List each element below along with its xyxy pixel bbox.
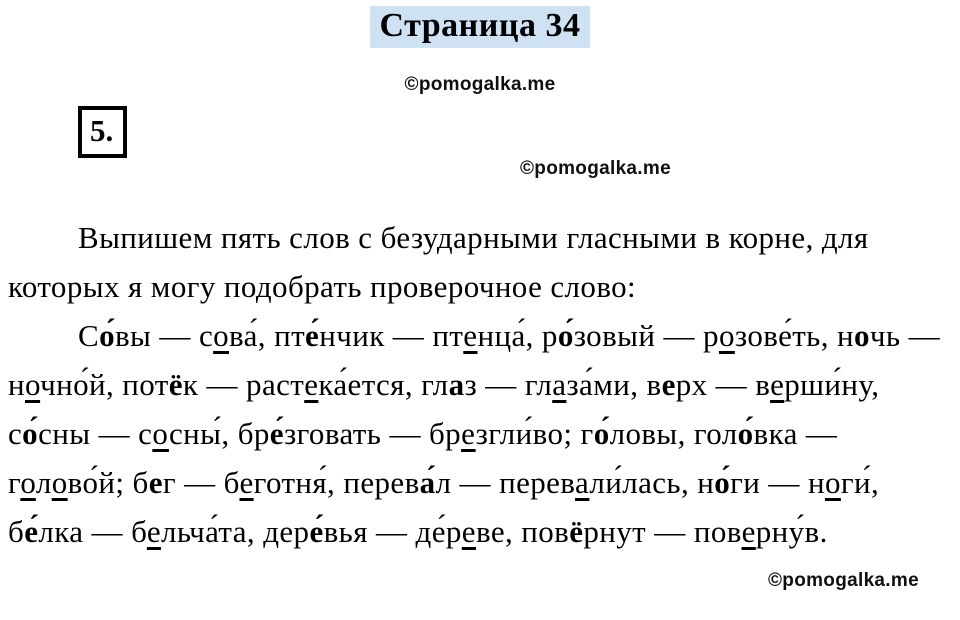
text-segment: чь — н [8, 318, 941, 402]
text-segment: готня́, перев [253, 465, 420, 500]
title-row [0, 6, 960, 48]
text-segment: сны — с [38, 416, 153, 451]
text-segment: во́й; б [67, 465, 149, 500]
stressed-letter: о́ [737, 416, 754, 451]
answer-paragraph [8, 311, 954, 556]
stressed-letter: ё [569, 514, 584, 549]
intro-paragraph: Выпишем пять слов с безударными гласными в корне, для которых я могу подобрать проверочное слово: [8, 220, 869, 304]
page-title: Страница 34 [370, 6, 591, 48]
text-segment: нца́, р [477, 318, 558, 353]
stressed-letter: о́ [593, 416, 610, 451]
stressed-letter: е́ [305, 318, 320, 353]
text-segment: ка́ется, гл [318, 367, 449, 402]
text-segment: л [35, 465, 52, 500]
text-segment: л — перев [435, 465, 575, 500]
text-segment: чно́й, пот [40, 367, 169, 402]
text-segment: ли́лась, н [589, 465, 715, 500]
answer-content [8, 213, 954, 556]
text-segment: рши́ну, с [8, 367, 880, 451]
text-segment: ги — н [730, 465, 825, 500]
text-segment: лка — б [38, 514, 147, 549]
watermark-bottom: ©pomogalka.me [768, 570, 919, 591]
stressed-letter: е́ [309, 514, 324, 549]
unstressed-vowel: о [25, 367, 41, 402]
watermark-top: ©pomogalka.me [404, 74, 556, 95]
text-segment: зговать — бр [283, 416, 462, 451]
unstressed-vowel: е [741, 514, 756, 549]
unstressed-vowel: о [152, 416, 170, 451]
text-segment: вы — с [114, 318, 214, 353]
text-segment: г — б [162, 465, 240, 500]
unstressed-vowel: е [461, 416, 476, 451]
stressed-letter: о́ [557, 318, 574, 353]
unstressed-vowel: о [51, 465, 68, 500]
stressed-letter: е́ [24, 514, 39, 549]
text-segment: к — раст [182, 367, 305, 402]
text-segment: ловы, гол [609, 416, 738, 451]
text-segment: льча́та, дер [161, 514, 310, 549]
stressed-letter: о́ [99, 318, 115, 353]
stressed-letter: а́ [419, 465, 436, 500]
stressed-letter: о́ [714, 465, 731, 500]
unstressed-vowel: о [718, 318, 735, 353]
text-segment: за́ми, в [566, 367, 662, 402]
stressed-letter: е [148, 465, 163, 500]
stressed-letter: о [854, 318, 870, 353]
task-number-box: 5. [78, 106, 127, 158]
text-segment: ве, пов [475, 514, 570, 549]
unstressed-vowel: а [552, 367, 567, 402]
text-segment: ги́, б [8, 465, 880, 549]
text-segment: зовый — р [573, 318, 719, 353]
unstressed-vowel: а [574, 465, 590, 500]
text-segment: рх — в [675, 367, 771, 402]
unstressed-vowel: е [461, 514, 476, 549]
unstressed-vowel: о [213, 318, 230, 353]
watermark-middle: ©pomogalka.me [520, 158, 671, 179]
stressed-letter: о́ [22, 416, 39, 451]
text-segment: рнут — пов [583, 514, 742, 549]
unstressed-vowel: е [463, 318, 478, 353]
text-segment: вка — г [8, 416, 838, 500]
text-segment: згли́во; г [475, 416, 594, 451]
unstressed-vowel: е [239, 465, 254, 500]
text-segment: нчик — пт [319, 318, 464, 353]
unstressed-vowel: е [770, 367, 785, 402]
text-segment: з — гл [464, 367, 553, 402]
text-segment: сны́, бр [169, 416, 270, 451]
text-segment: ва́, пт [229, 318, 306, 353]
unstressed-vowel: о [20, 465, 36, 500]
unstressed-vowel: е [304, 367, 319, 402]
unstressed-vowel: о [824, 465, 841, 500]
stressed-letter: а [448, 367, 465, 402]
stressed-letter: е [661, 367, 676, 402]
text-segment: зове́ть, н [734, 318, 855, 353]
text-segment: вья — де́р [323, 514, 462, 549]
stressed-letter: ё [168, 367, 183, 402]
text-segment: С [78, 318, 100, 353]
stressed-letter: е́ [269, 416, 284, 451]
text-segment: рну́в. [755, 514, 828, 549]
unstressed-vowel: е [146, 514, 162, 549]
